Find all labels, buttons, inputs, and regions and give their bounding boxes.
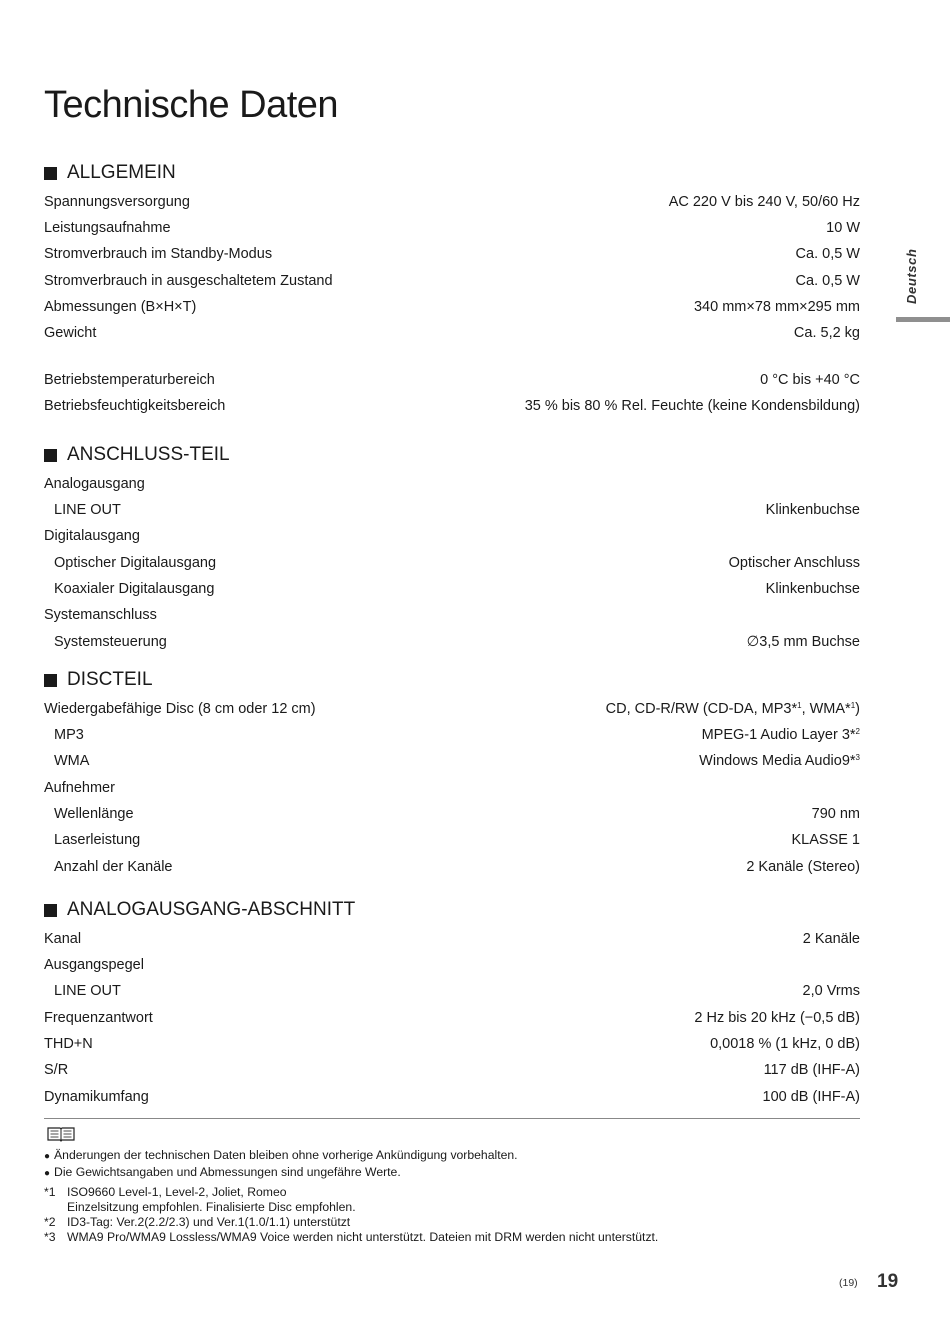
spec-row — [44, 827, 860, 853]
spec-label: Koaxialer Digitalausgang — [54, 581, 215, 598]
section-heading — [44, 161, 860, 185]
spec-row — [44, 393, 860, 419]
spec-row — [44, 294, 860, 320]
square-bullet-icon — [44, 674, 57, 687]
page-number: 19 — [877, 1271, 899, 1292]
section-heading — [44, 443, 860, 467]
spacer — [44, 347, 860, 367]
spec-label: Betriebsfeuchtigkeitsbereich — [44, 397, 226, 414]
spec-value: 2 Kanäle — [802, 930, 860, 947]
spec-row — [44, 268, 860, 294]
note-bullet: ● Die Gewichtsangaben und Abmessungen sind ungefähre Werte. — [44, 1165, 518, 1182]
footnote-mark: *1 — [44, 1185, 56, 1199]
spec-value: Ca. 5,2 kg — [793, 325, 860, 342]
spec-row — [44, 367, 860, 393]
footnote-text: Einzelsitzung empfohlen. Finalisierte Disc empfohlen. — [67, 1200, 356, 1214]
spec-label: Spannungsversorgung — [44, 193, 190, 210]
spec-label: Digitalausgang — [44, 528, 140, 545]
footnote-text: ISO9660 Level-1, Level-2, Joliet, Romeo — [67, 1185, 287, 1199]
spec-label: THD+N — [44, 1036, 93, 1053]
spec-value: AC 220 V bis 240 V, 50/60 Hz — [668, 193, 860, 210]
spec-label: LINE OUT — [54, 983, 121, 1000]
section-analog — [44, 898, 860, 1110]
spec-row — [44, 1084, 860, 1110]
spec-row — [44, 1005, 860, 1031]
spec-value: 117 dB (IHF-A) — [763, 1062, 860, 1079]
spec-row — [44, 524, 860, 550]
spec-label: Kanal — [44, 930, 82, 947]
notes-bullets — [44, 1148, 518, 1181]
spec-row — [44, 189, 860, 215]
spec-value: MPEG-1 Audio Layer 3*$^2$ — [701, 727, 860, 744]
language-tab-label: Deutsch — [904, 248, 919, 304]
square-bullet-icon — [44, 449, 57, 462]
spec-label: Systemsteuerung — [54, 633, 167, 650]
page-number-secondary: (19) — [839, 1277, 858, 1289]
spec-value: 2 Hz bis 20 kHz (−0,5 dB) — [694, 1009, 860, 1026]
spec-label: Frequenzantwort — [44, 1009, 153, 1026]
spec-row — [44, 801, 860, 827]
spec-label: Wellenlänge — [54, 806, 134, 823]
spec-label: Analogausgang — [44, 475, 145, 492]
spec-value: 10 W — [826, 220, 860, 237]
square-bullet-icon — [44, 167, 57, 180]
spec-label: WMA — [54, 753, 90, 770]
spec-row — [44, 696, 860, 722]
spec-row — [44, 775, 860, 801]
notes-divider — [44, 1118, 860, 1119]
section-heading — [44, 668, 860, 692]
section-heading-label: ANALOGAUSGANG-ABSCHNITT — [67, 899, 356, 920]
spec-label: Stromverbrauch in ausgeschaltetem Zustand — [44, 272, 333, 289]
spec-value: ∅3,5 mm Buchse — [746, 633, 860, 650]
note-bullet: ● Änderungen der technischen Daten bleiben ohne vorherige Ankündigung vorbehalten. — [44, 1148, 518, 1165]
square-bullet-icon — [44, 904, 57, 917]
spec-value: Windows Media Audio9*$^3$ — [699, 753, 860, 770]
footnote-text: ID3-Tag: Ver.2(2.2/2.3) und Ver.1(1.0/1.1) unterstützt — [67, 1215, 351, 1229]
section-anschluss — [44, 443, 860, 655]
spec-label: Systemanschluss — [44, 607, 157, 624]
spec-row — [44, 242, 860, 268]
spec-value: Klinkenbuchse — [765, 581, 860, 598]
spec-value: CD, CD-R/RW (CD-DA, MP3*$^1$, WMA*$^1$) — [605, 700, 860, 717]
spec-label: Leistungsaufnahme — [44, 220, 171, 237]
spec-label: S/R — [44, 1062, 69, 1079]
spec-value: Ca. 0,5 W — [795, 272, 860, 289]
section-heading-label: ANSCHLUSS-TEIL — [67, 444, 230, 465]
section-heading-label: ALLGEMEIN — [67, 162, 176, 183]
spec-row — [44, 979, 860, 1005]
spec-label: Wiedergabefähige Disc (8 cm oder 12 cm) — [44, 700, 316, 717]
spec-label: LINE OUT — [54, 502, 121, 519]
spec-value: Klinkenbuchse — [765, 502, 860, 519]
footnote-text: WMA9 Pro/WMA9 Lossless/WMA9 Voice werden nicht unterstützt. Dateien mit DRM werden nicht unterstützt. — [67, 1230, 659, 1244]
section-heading — [44, 898, 860, 922]
spec-row — [44, 550, 860, 576]
spec-row — [44, 1057, 860, 1083]
spec-label: Optischer Digitalausgang — [54, 554, 217, 571]
spec-row — [44, 1031, 860, 1057]
spec-row — [44, 629, 860, 655]
book-icon — [46, 1126, 76, 1142]
spec-label: Stromverbrauch im Standby-Modus — [44, 246, 273, 263]
spec-value: Optischer Anschluss — [728, 554, 860, 571]
spec-label: MP3 — [54, 727, 84, 744]
spec-label: Aufnehmer — [44, 779, 115, 796]
spec-label: Abmessungen (B×H×T) — [44, 299, 197, 316]
spec-label: Gewicht — [44, 325, 97, 342]
spec-value: Ca. 0,5 W — [795, 246, 860, 263]
language-tab — [900, 240, 926, 310]
spec-value: 2,0 Vrms — [802, 983, 860, 1000]
spec-value: 790 nm — [811, 806, 860, 823]
section-disc — [44, 668, 860, 880]
spec-row — [44, 602, 860, 628]
spec-value: KLASSE 1 — [791, 832, 860, 849]
spec-row — [44, 497, 860, 523]
spec-value: 340 mm×78 mm×295 mm — [693, 299, 860, 316]
language-tab-bar — [896, 317, 950, 322]
footnotes — [44, 1185, 658, 1245]
footnote — [44, 1185, 658, 1215]
spec-label: Laserleistung — [54, 832, 141, 849]
spec-row — [44, 576, 860, 602]
spec-row — [44, 854, 860, 880]
footnote-mark: *2 — [44, 1215, 56, 1229]
spec-label: Betriebstemperaturbereich — [44, 371, 215, 388]
spec-label: Anzahl der Kanäle — [54, 858, 173, 875]
spec-value: 0 °C bis +40 °C — [760, 371, 860, 388]
spec-row — [44, 471, 860, 497]
spec-row — [44, 749, 860, 775]
section-heading-label: DISCTEIL — [67, 669, 153, 690]
spec-row — [44, 215, 860, 241]
footnote — [44, 1215, 658, 1230]
spec-value: 2 Kanäle (Stereo) — [746, 858, 860, 875]
spec-label: Ausgangspegel — [44, 957, 144, 974]
spec-row — [44, 320, 860, 346]
spec-label: Dynamikumfang — [44, 1088, 149, 1105]
spec-row — [44, 722, 860, 748]
footnote — [44, 1230, 658, 1245]
spec-value: 100 dB (IHF-A) — [762, 1088, 860, 1105]
spec-value: 35 % bis 80 % Rel. Feuchte (keine Kondensbildung) — [524, 397, 860, 414]
spec-row — [44, 926, 860, 952]
section-allgemein — [44, 161, 860, 419]
spec-row — [44, 952, 860, 978]
footnote-mark: *3 — [44, 1230, 56, 1244]
spec-value: 0,0018 % (1 kHz, 0 dB) — [710, 1036, 860, 1053]
page-title: Technische Daten — [44, 84, 339, 126]
